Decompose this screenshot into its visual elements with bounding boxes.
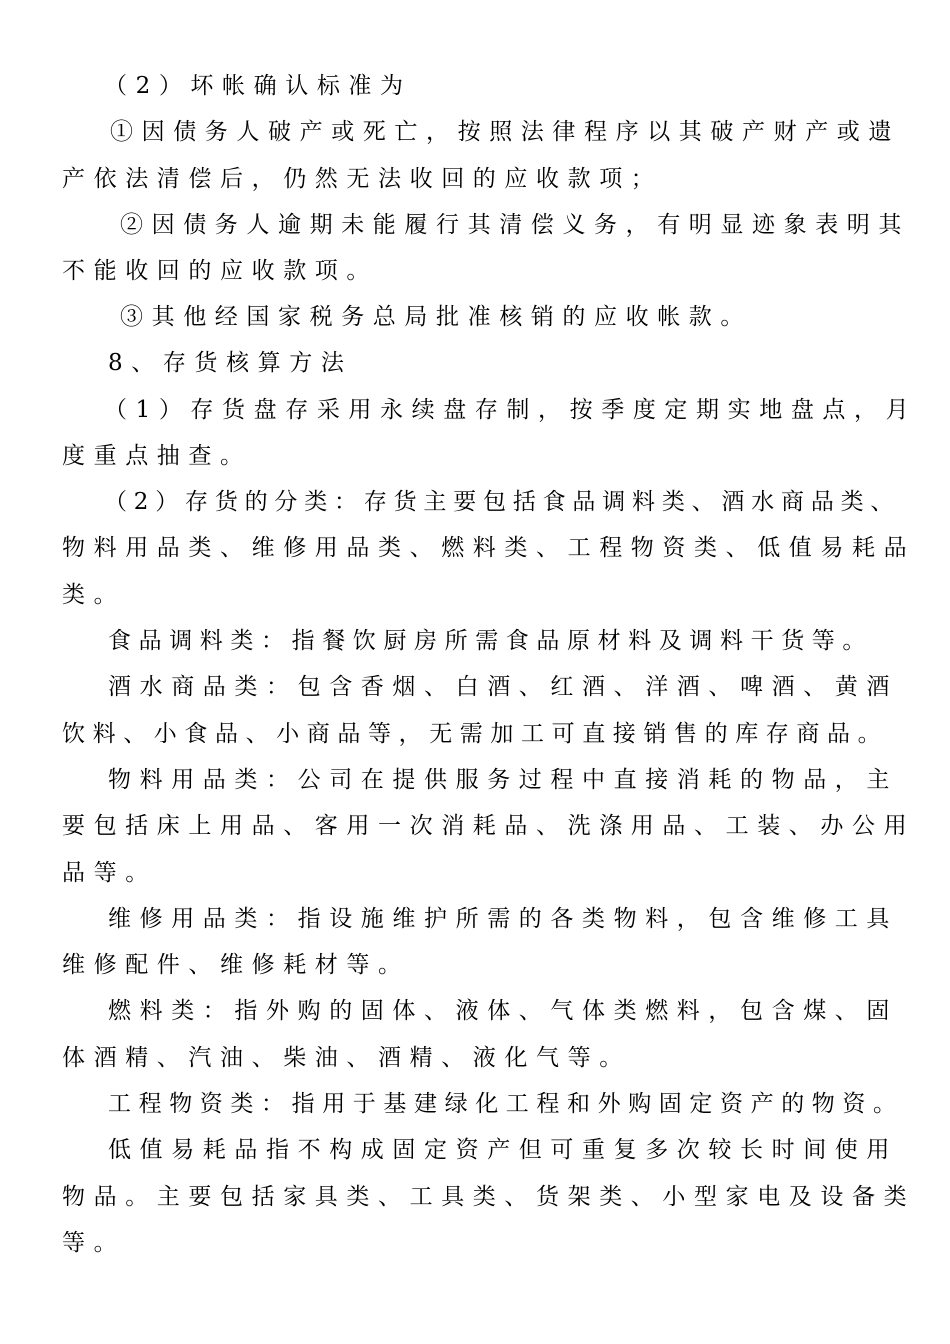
text-line: 物料用品类、维修用品类、燃料类、工程物资类、低值易耗品 (62, 535, 916, 561)
text-line: 类。 (62, 582, 126, 608)
text-line: （1）存货盘存采用永续盘存制，按季度定期实地盘点，月 (104, 397, 918, 423)
text-line: 8、存货核算方法 (108, 350, 353, 376)
text-line: ③其他经国家税务总局批准核销的应收帐款。 (120, 304, 752, 330)
text-line: 度重点抽查。 (62, 443, 252, 469)
text-line: 低值易耗品指不构成固定资产但可重复多次较长时间使用 (108, 1137, 898, 1163)
text-line: 要包括床上用品、客用一次消耗品、洗涤用品、工装、办公用 (62, 813, 916, 839)
text-line: 品等。 (62, 860, 157, 886)
text-line: 维修用品类：指设施维护所需的各类物料，包含维修工具 (108, 906, 898, 932)
text-line: 维修配件、维修耗材等。 (62, 952, 410, 978)
text-line: 不能收回的应收款项。 (62, 258, 378, 284)
text-line: （2）坏帐确认标准为 (104, 73, 412, 99)
text-line: （2）存货的分类：存货主要包括食品调料类、酒水商品类、 (104, 489, 901, 515)
text-line: 燃料类：指外购的固体、液体、气体类燃料，包含煤、固 (108, 998, 898, 1024)
text-line: 饮料、小食品、小商品等，无需加工可直接销售的库存商品。 (62, 721, 889, 747)
text-line: 等。 (62, 1230, 126, 1256)
text-line: ②因债务人逾期未能履行其清偿义务，有明显迹象表明其 (120, 212, 910, 238)
text-line: ①因债务人破产或死亡，按照法律程序以其破产财产或遗 (110, 119, 900, 145)
text-line: 产依法清偿后，仍然无法收回的应收款项； (62, 166, 663, 192)
text-line: 食品调料类：指餐饮厨房所需食品原材料及调料干货等。 (108, 628, 873, 654)
text-line: 酒水商品类：包含香烟、白酒、红酒、洋酒、啤酒、黄酒 (108, 674, 898, 700)
text-line: 物料用品类：公司在提供服务过程中直接消耗的物品，主 (108, 767, 898, 793)
text-line: 工程物资类：指用于基建绿化工程和外购固定资产的物资。 (108, 1091, 904, 1117)
text-line: 体酒精、汽油、柴油、酒精、液化气等。 (62, 1045, 631, 1071)
text-line: 物品。主要包括家具类、工具类、货架类、小型家电及设备类 (62, 1184, 916, 1210)
